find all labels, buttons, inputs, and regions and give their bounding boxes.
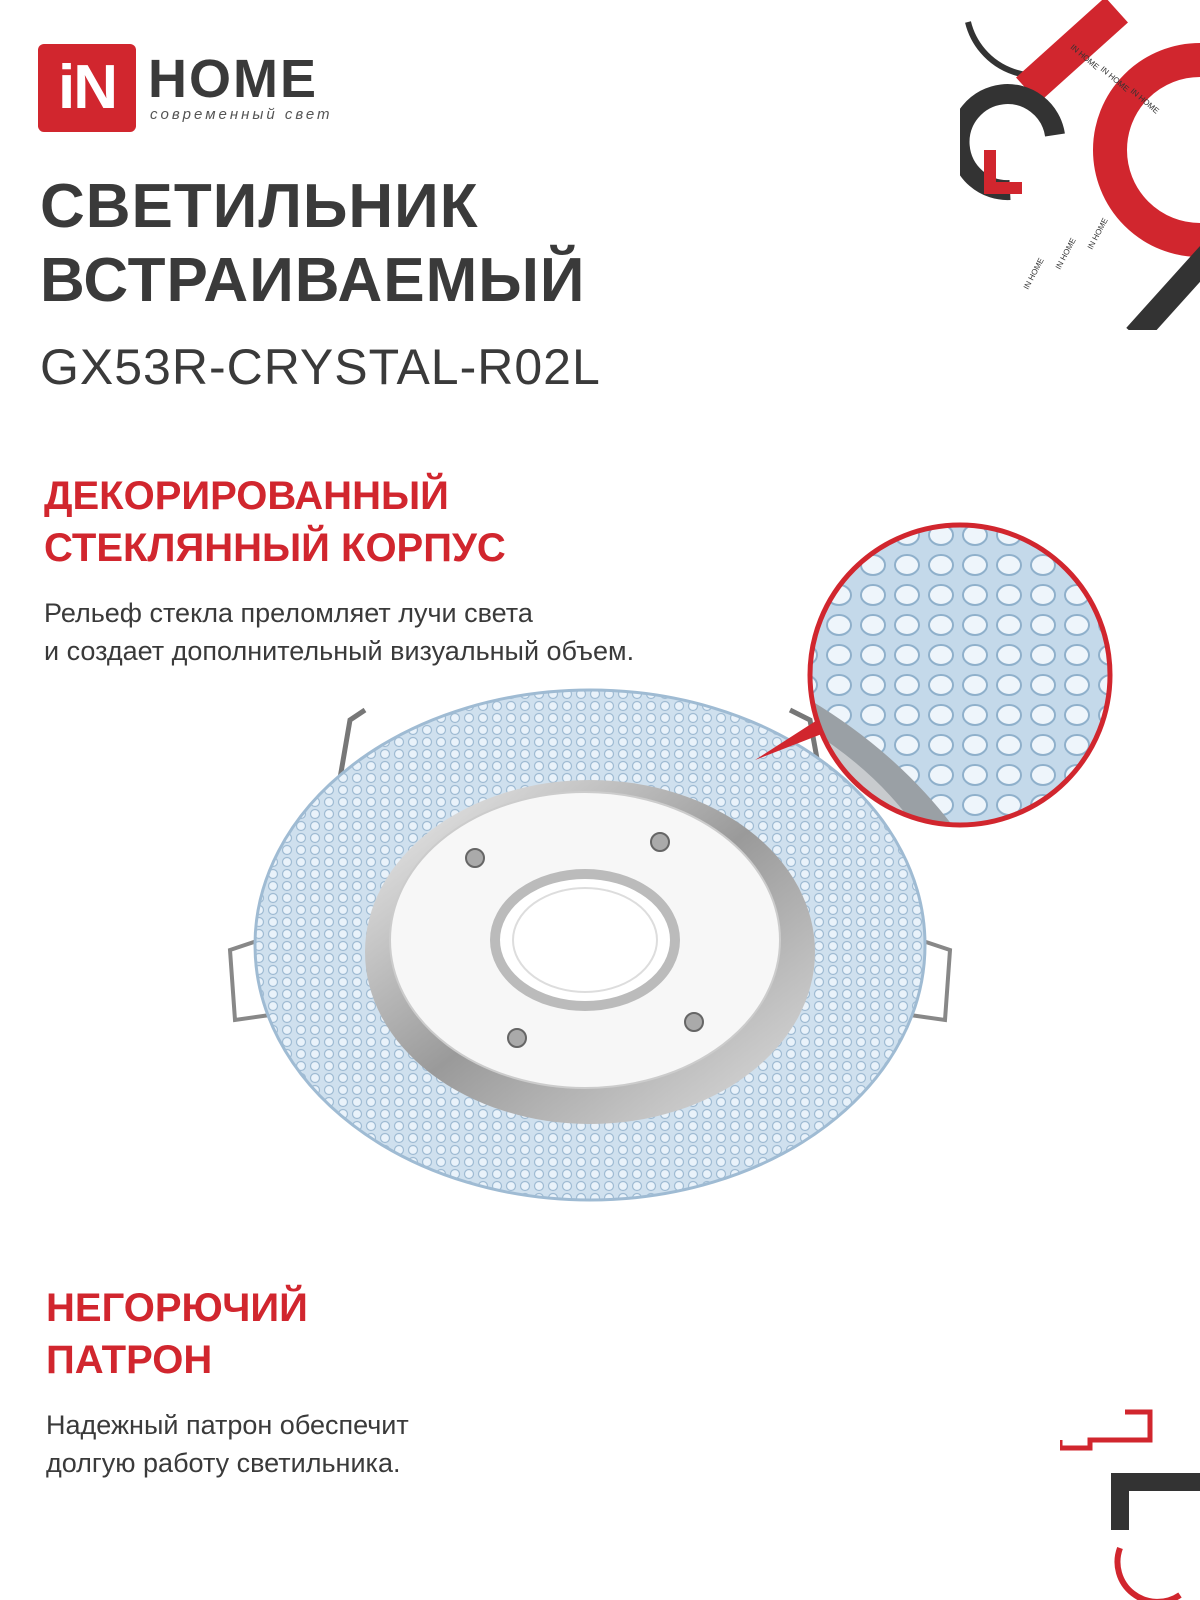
red-small-arc-shape [1117, 1548, 1180, 1600]
decorative-pattern-top [960, 0, 1200, 330]
pattern-text-2: IN HOME [1098, 64, 1131, 94]
feature-1-heading-line-2: СТЕКЛЯННЫЙ КОРПУС [44, 526, 506, 570]
pattern-text-4: IN HOME [1021, 256, 1046, 291]
dark-c-shape [960, 94, 1055, 190]
logo-in-box: iN [38, 44, 136, 132]
feature-2-text-line-1: Надежный патрон обеспечит [46, 1410, 409, 1440]
feature-2-heading-line-1: НЕГОРЮЧИЙ [46, 1286, 308, 1330]
pattern-text-1: IN HOME [1068, 42, 1101, 72]
decorative-pattern-bottom [1060, 1400, 1200, 1600]
dark-corner-shape [1120, 1482, 1200, 1530]
model-number: GX53R-CRYSTAL-R02L [40, 339, 601, 395]
red-outline-corner-shape [1060, 1412, 1150, 1448]
logo-tagline: современный свет [150, 106, 333, 123]
feature-2-heading [46, 1282, 308, 1386]
logo-home-text: HOME [148, 49, 318, 109]
product-title [40, 170, 585, 318]
screw-2 [651, 833, 669, 851]
feature-2-text-line-2: долгую работу светильника. [46, 1448, 401, 1478]
title-line-1: СВЕТИЛЬНИК [40, 172, 479, 241]
screw-4 [685, 1013, 703, 1031]
red-corner-shape [990, 150, 1022, 188]
pattern-text-6: IN HOME [1085, 216, 1110, 251]
feature-2-text [46, 1406, 409, 1482]
feature-1-text-line-2: и создает дополнительный визуальный объем. [44, 636, 635, 666]
feature-2-heading-line-2: ПАТРОН [46, 1338, 213, 1382]
pattern-text-5: IN HOME [1053, 236, 1078, 271]
product-image [210, 520, 1140, 1240]
dark-bar-shape [1126, 246, 1200, 330]
pattern-text-3: IN HOME [1128, 86, 1161, 116]
feature-1-text-line-1: Рельеф стекла преломляет лучи света [44, 598, 533, 628]
title-line-2: ВСТРАИВАЕМЫЙ [40, 246, 586, 315]
screw-3 [508, 1029, 526, 1047]
feature-1-heading-line-1: ДЕКОРИРОВАННЫЙ [44, 474, 449, 518]
screw-1 [466, 849, 484, 867]
